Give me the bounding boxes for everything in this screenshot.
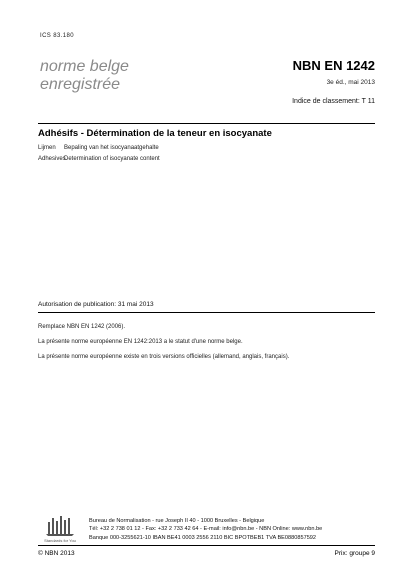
title-english: [38, 156, 160, 162]
footer-address: Bureau de Normalisation - rue Joseph II 40 - 1000 Bruxelles - Belgique: [89, 518, 265, 524]
title-dutch: [38, 145, 159, 151]
divider-bottom: [38, 545, 375, 546]
divider-top: [38, 123, 375, 124]
brand-title: [40, 58, 129, 94]
classification-index: Indice de classement: T 11: [292, 98, 375, 105]
ics-code: ICS 83.180: [40, 33, 75, 39]
title-french: Adhésifs - Détermination de la teneur en isocyanate: [38, 128, 272, 139]
title-dutch-language: Lijmen: [38, 145, 56, 151]
edition-date: 3e éd., mai 2013: [326, 79, 375, 86]
price-group: Prix: groupe 9: [334, 550, 375, 557]
footer-bank: Banque 000-3255621-10 IBAN BE41 0003 2556 2110 BIC BPOTBEB1 TVA BE0880857592: [89, 535, 317, 541]
logo-caption: Standards for You: [44, 538, 76, 543]
title-dutch-text: Bepaling van het isocyanaatgehalte: [64, 145, 159, 151]
replaces-note: Remplace NBN EN 1242 (2006).: [38, 324, 126, 330]
divider-publication: [38, 312, 375, 313]
brand-line-2: enregistrée: [40, 76, 121, 93]
footer-contact: Tél: +32 2 738 01 12 - Fax: +32 2 733 42 64 - E-mail: info@nbn.be - NBN Online: www.nbn.be: [89, 526, 323, 532]
versions-note: La présente norme européenne existe en trois versions officielles (allemand, anglais, français).: [38, 354, 290, 360]
status-note: La présente norme européenne EN 1242:2013 a le statut d'une norme belge.: [38, 339, 243, 345]
standard-number: NBN EN 1242: [292, 58, 375, 73]
nbn-logo-icon: [40, 512, 80, 544]
publication-authorization: Autorisation de publication: 31 mai 2013: [38, 301, 154, 308]
nbn-logo: [40, 512, 80, 544]
title-english-language: Adhesives: [38, 156, 66, 162]
title-english-text: Determination of isocyanate content: [64, 156, 160, 162]
copyright: © NBN 2013: [38, 550, 75, 557]
brand-line-1: norme belge: [40, 58, 129, 75]
